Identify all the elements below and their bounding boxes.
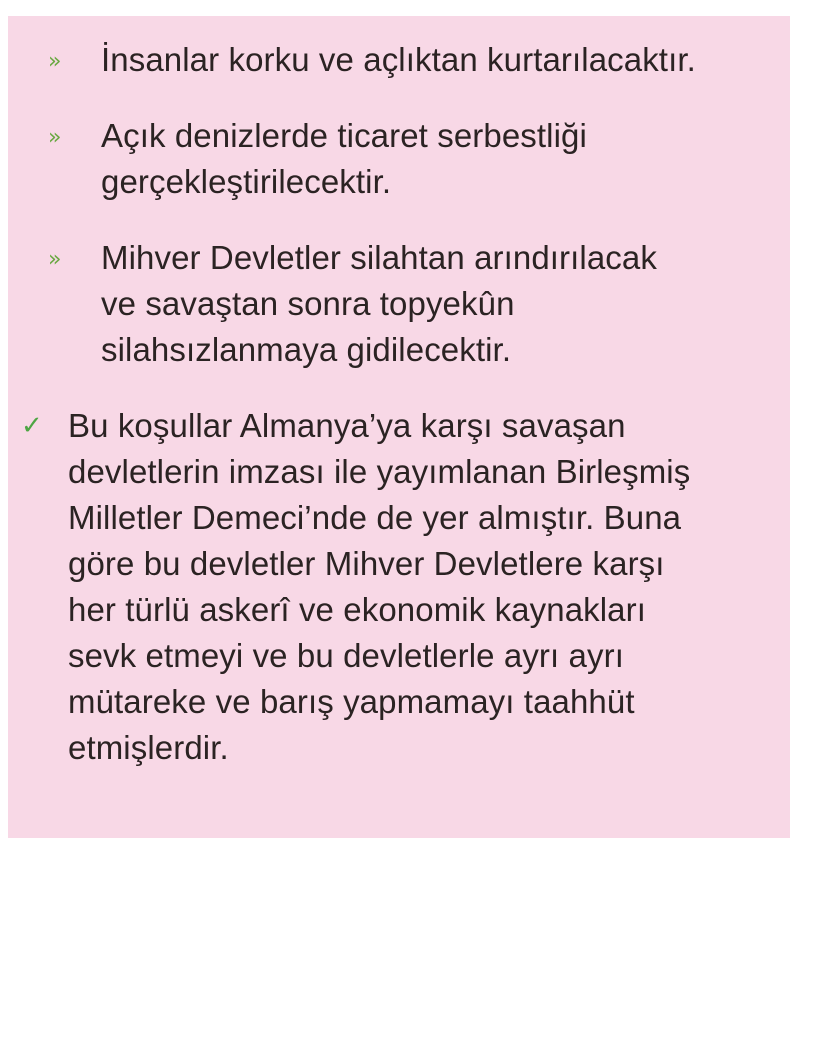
note-line: mütareke ve barış yapmamayı taahhüt bbox=[68, 683, 635, 720]
note-line: Milletler Demeci’nde de yer almıştır. Buna bbox=[68, 499, 682, 536]
note-line: göre bu devletler Mihver Devletlere karşı bbox=[68, 545, 665, 582]
bullet-text bbox=[101, 235, 761, 373]
note-line: devletlerin imzası ile yayımlanan Birleşmiş bbox=[68, 453, 691, 490]
note-text bbox=[68, 403, 784, 771]
bullet-line: İnsanlar korku ve açlıktan kurtarılacaktır. bbox=[101, 41, 696, 78]
bullet-text bbox=[101, 113, 761, 205]
info-panel bbox=[8, 16, 790, 838]
double-chevron-icon: » bbox=[48, 49, 62, 74]
note-line: sevk etmeyi ve bu devletlerle ayrı ayrı bbox=[68, 637, 624, 674]
checkmark-icon: ✓ bbox=[21, 411, 43, 441]
double-chevron-icon: » bbox=[48, 125, 62, 150]
note-line: etmişlerdir. bbox=[68, 729, 229, 766]
bullet-line: ve savaştan sonra topyekûn bbox=[101, 285, 515, 322]
bullet-line: gerçekleştirilecektir. bbox=[101, 163, 392, 200]
bullet-text bbox=[101, 37, 761, 83]
note-line: Bu koşullar Almanya’ya karşı savaşan bbox=[68, 407, 626, 444]
double-chevron-icon: » bbox=[48, 247, 62, 272]
bullet-line: Mihver Devletler silahtan arındırılacak bbox=[101, 239, 657, 276]
bullet-line: silahsızlanmaya gidilecektir. bbox=[101, 331, 512, 368]
note-line: her türlü askerî ve ekonomik kaynakları bbox=[68, 591, 646, 628]
bullet-line: Açık denizlerde ticaret serbestliği bbox=[101, 117, 587, 154]
